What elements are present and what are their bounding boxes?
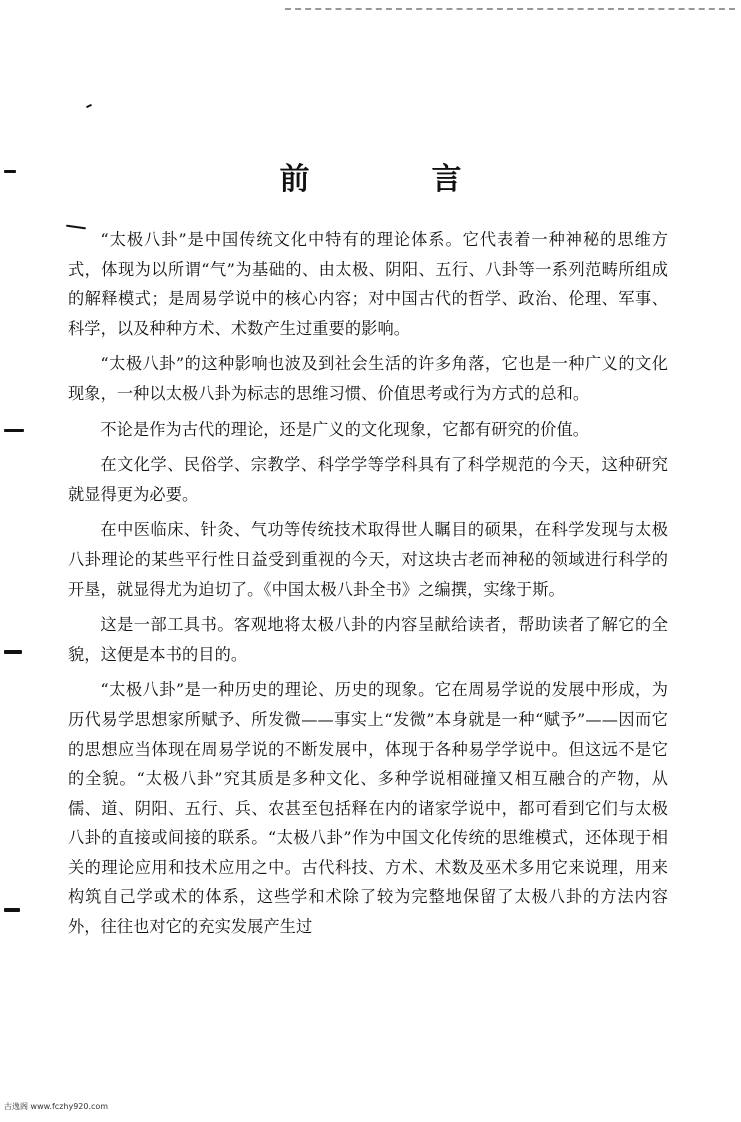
footer-watermark: 古逸阁 www.fczhy920.com — [4, 1102, 109, 1111]
paragraph: “太极八卦”是中国传统文化中特有的理论体系。它代表着一种神秘的思维方式，体现为以所谓“气”为基础的、由太极、阴阳、五行、八卦等一系列范畴所组成的解释模式；是周易学说中的核心内容；对中国古代的哲学、政治、伦理、军事、科学，以及种种方术、术数产生过重要的影响。 — [68, 230, 668, 338]
page-title: 前 言 — [279, 162, 508, 197]
paragraph: “太极八卦”是一种历史的理论、历史的现象。它在周易学说的发展中形成，为历代易学思想家所赋予、所发微——事实上“发微”本身就是一种“赋予”——因而它的思想应当体现在周易学说的不断发展中，体现于各种易学学说中。但这远不是它的全貌。“太极八卦”究其质是多种文化、多种学说相碰撞又相互融合的产物，从儒、道、阴阳、五行、兵、农甚至包括释在内的诸家学说中，都可看到它们与太极八卦的直接或间接的联系。“太极八卦”作为中国文化传统的思维模式，还体现于相关的理论应用和技术应用之中。古代科技、方术、术数及巫术多用它来说理，用来构筑自己学或术的体系，这些学和术除了较为完整地保留了太极八卦的方法内容外，往往也对它的充实发展产生过 — [68, 680, 668, 937]
scan-mark — [86, 104, 92, 108]
scan-mark — [4, 650, 22, 654]
scan-mark — [4, 908, 20, 912]
paragraph: 这是一部工具书。客观地将太极八卦的内容呈献给读者，帮助读者了解它的全貌，这便是本书的目的。 — [68, 615, 668, 664]
scan-top-rule — [285, 8, 735, 10]
scan-mark — [4, 429, 24, 432]
preface-body — [68, 225, 668, 948]
paragraph: 不论是作为古代的理论，还是广义的文化现象，它都有研究的价值。 — [100, 419, 590, 439]
paragraph: 在中医临床、针灸、气功等传统技术取得世人瞩目的硕果，在科学发现与太极八卦理论的某些平行性日益受到重视的今天，对这块古老而神秘的领域进行科学的开垦，就显得尤为迫切了。《中国太极八卦全书》之编撰，实缘于斯。 — [68, 520, 668, 599]
paragraph: 在文化学、民俗学、宗教学、科学学等学科具有了科学规范的今天，这种研究就显得更为必要。 — [68, 455, 668, 504]
paragraph: “太极八卦”的这种影响也波及到社会生活的许多角落，它也是一种广义的文化现象，一种以太极八卦为标志的思维习惯、价值思考或行为方式的总和。 — [68, 354, 668, 403]
